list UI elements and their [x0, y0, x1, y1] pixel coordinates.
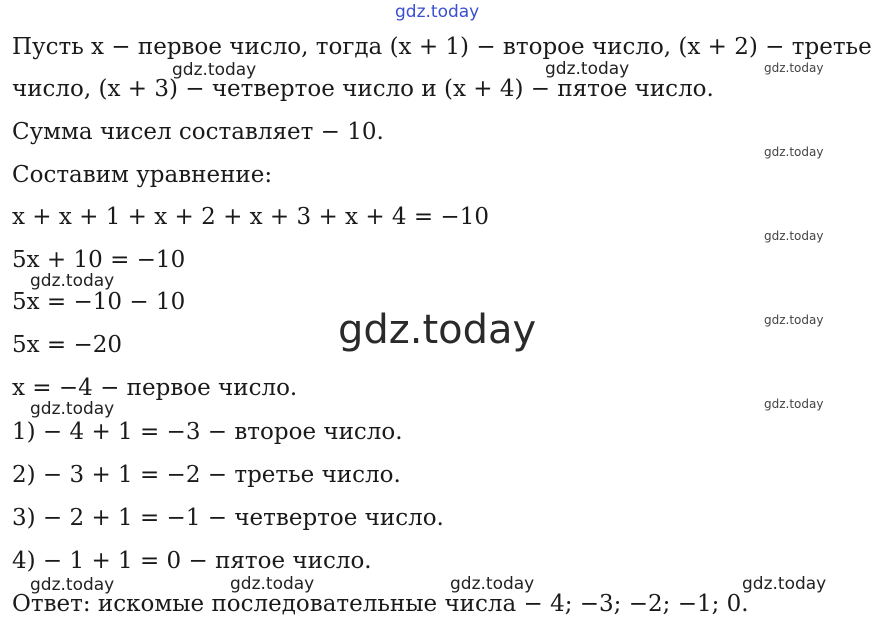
- watermark-small: gdz.today: [172, 60, 257, 80]
- watermark-tiny: gdz.today: [764, 145, 824, 159]
- answer-line: Ответ: искомые последовательные числа − 4; −3; −2; −1; 0.: [12, 591, 749, 617]
- watermark-tiny: gdz.today: [764, 313, 824, 327]
- step-4: 4) − 1 + 1 = 0 − пятое число.: [12, 548, 372, 574]
- step-3: 3) − 2 + 1 = −1 − четвертое число.: [12, 505, 444, 531]
- step-1: 1) − 4 + 1 = −3 − второе число.: [12, 419, 403, 445]
- text-line-3: Сумма чисел составляет − 10.: [12, 119, 384, 145]
- watermark-small: gdz.today: [30, 271, 115, 291]
- watermark-center: gdz.today: [338, 307, 537, 353]
- watermark-small: gdz.today: [450, 574, 535, 594]
- text-line-1: Пусть x − первое число, тогда (x + 1) − второе число, (x + 2) − третье: [12, 34, 872, 60]
- watermark-small: gdz.today: [742, 574, 827, 594]
- watermark-small: gdz.today: [30, 399, 115, 419]
- watermark-tiny: gdz.today: [764, 397, 824, 411]
- watermark-small: gdz.today: [30, 575, 115, 595]
- text-line-2: число, (x + 3) − четвертое число и (x + 4) − пятое число.: [12, 76, 714, 102]
- text-line-4: Составим уравнение:: [12, 162, 273, 188]
- equation-2: 5x + 10 = −10: [12, 247, 186, 273]
- watermark-small: gdz.today: [545, 59, 630, 79]
- watermark-tiny: gdz.today: [764, 61, 824, 75]
- watermark-tiny: gdz.today: [764, 229, 824, 243]
- step-2: 2) − 3 + 1 = −2 − третье число.: [12, 462, 401, 488]
- watermark-top: gdz.today: [395, 2, 480, 22]
- equation-3: 5x = −10 − 10: [12, 289, 186, 315]
- equation-5: x = −4 − первое число.: [12, 375, 298, 401]
- watermark-small: gdz.today: [230, 574, 315, 594]
- equation-4: 5x = −20: [12, 332, 123, 358]
- equation-1: x + x + 1 + x + 2 + x + 3 + x + 4 = −10: [12, 204, 489, 230]
